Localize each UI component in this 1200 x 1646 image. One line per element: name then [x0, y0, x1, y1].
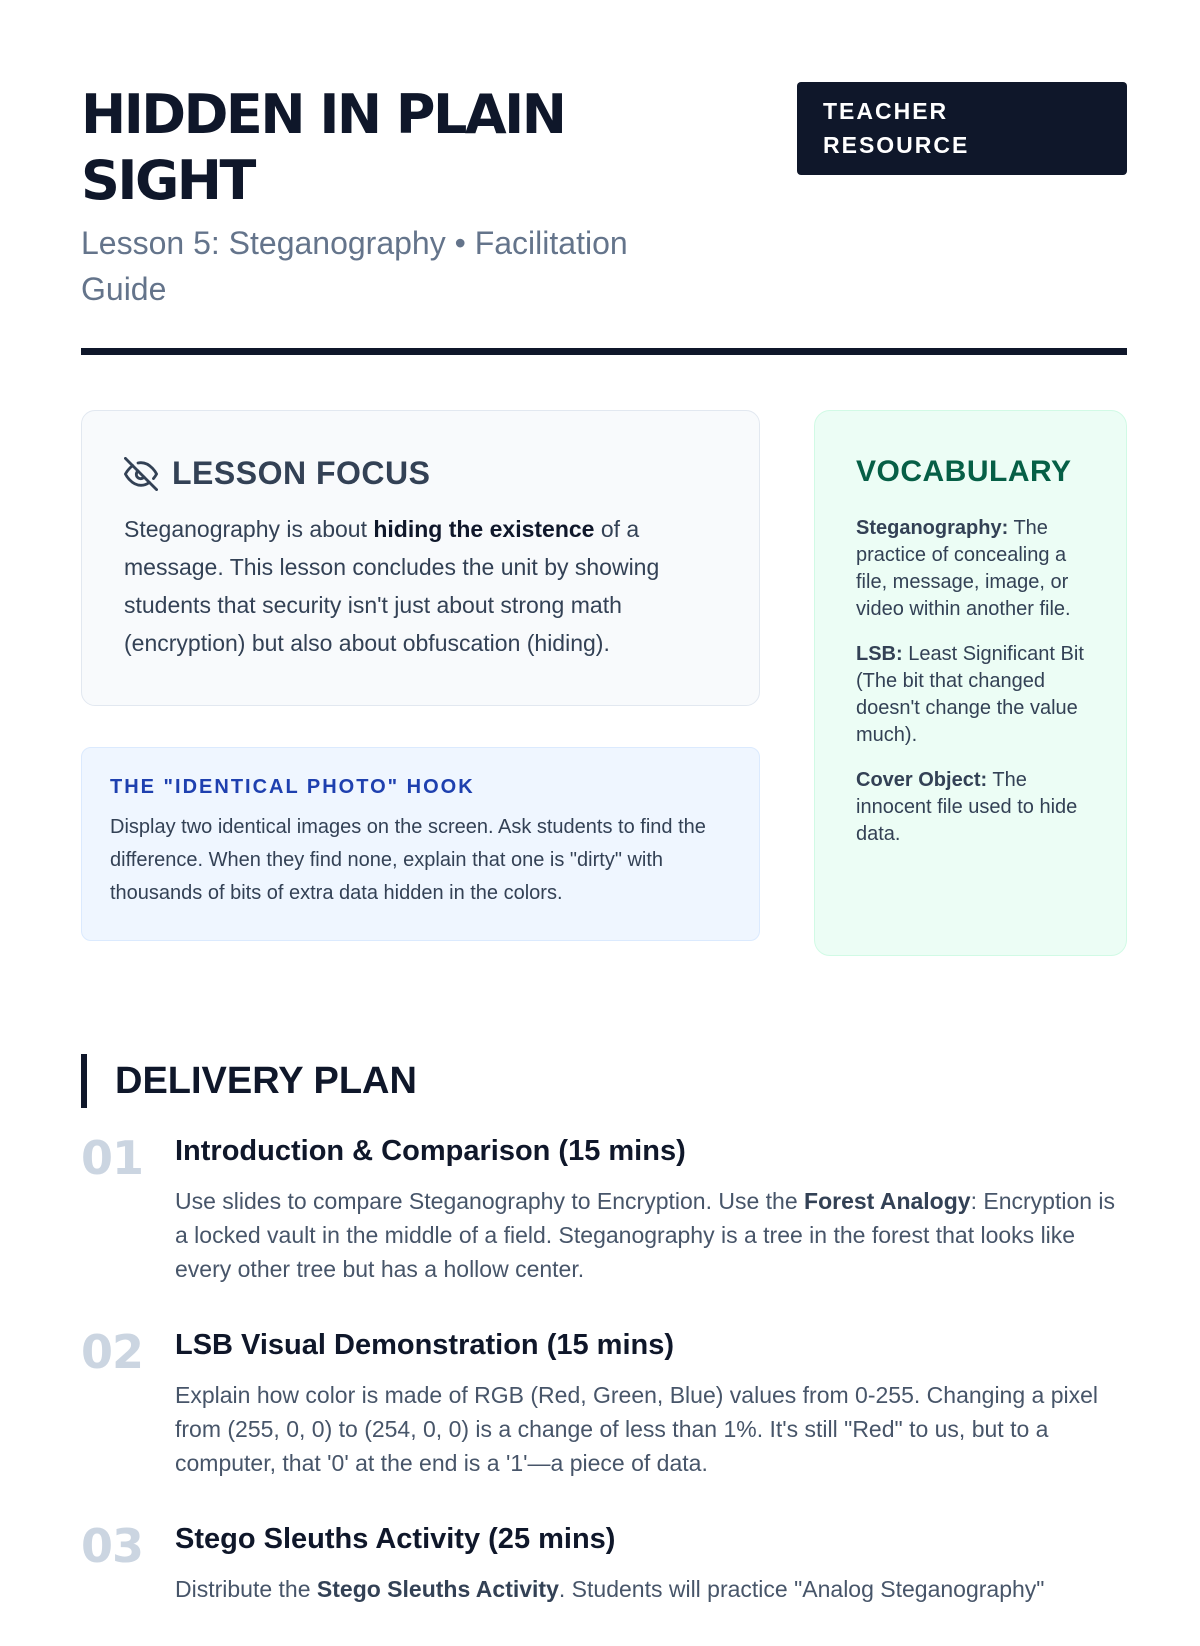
vocabulary-term: Cover Object:	[856, 769, 988, 791]
vocabulary-term: LSB:	[856, 643, 903, 665]
step-number: 03	[81, 1519, 144, 1573]
header	[81, 82, 1127, 312]
step-text: Explain how color is made of RGB (Red, Green, Blue) values from 0-255. Changing a pixel from (255, 0, 0) to (254, 0, 0) is a change of less than 1%. It's still "Red" to us, but to a computer, that '0' at the end is a '1'—a piece of data.	[175, 1382, 1099, 1476]
emphasis: hiding the existence	[373, 516, 595, 542]
step-text: Distribute the Stego Sleuths Activity. Students will practice "Analog Steganography"	[175, 1576, 1045, 1602]
step-title: Introduction & Comparison (15 mins)	[175, 1135, 686, 1167]
step-number: 02	[81, 1325, 144, 1379]
vocabulary-item	[856, 641, 1096, 749]
step-text: Use slides to compare Steganography to Encryption. Use the Forest Analogy: Encryption is a locked vault in the middle of a field. Steganography is a tree in the forest that looks like every other tree but has a hollow center.	[175, 1188, 1116, 1282]
delivery-steps	[81, 1132, 1127, 1646]
vocabulary-definition: The practice of concealing a file, message, image, or video within another file.	[856, 517, 1071, 620]
vocabulary-definition: The innocent file used to hide data.	[856, 769, 1078, 845]
plan-step	[81, 1520, 1127, 1606]
teacher-resource-badge: TEACHER RESOURCE	[797, 82, 1127, 175]
step-title: Stego Sleuths Activity (25 mins)	[175, 1523, 616, 1555]
lesson-focus-heading	[124, 455, 719, 492]
hook-title: THE "IDENTICAL PHOTO" HOOK	[110, 776, 475, 798]
plan-step	[81, 1132, 1127, 1286]
step-number: 01	[81, 1131, 144, 1185]
vocabulary-term: Steganography:	[856, 517, 1009, 539]
vocabulary-card	[814, 410, 1127, 956]
lesson-focus-card	[81, 410, 760, 706]
header-divider	[81, 348, 1127, 355]
hook-card	[81, 747, 760, 941]
lesson-focus-text: Steganography is about hiding the existence of a message. This lesson concludes the unit by showing students that security isn't just about strong math (encryption) but also about obfuscation (hiding).	[124, 516, 660, 656]
plan-step	[81, 1326, 1127, 1480]
vocabulary-item	[856, 767, 1096, 848]
delivery-plan-heading: DELIVERY PLAN	[81, 1054, 417, 1108]
vocabulary-title: VOCABULARY	[856, 455, 1072, 488]
page-subtitle: Lesson 5: Steganography • Facilitation Guide	[81, 225, 628, 307]
eye-off-icon	[124, 457, 158, 491]
hook-text: Display two identical images on the screen. Ask students to find the difference. When they find none, explain that one is "dirty" with thousands of bits of extra data hidden in the colors.	[110, 816, 706, 904]
page-title: HIDDEN IN PLAIN SIGHT	[81, 83, 565, 212]
step-title: LSB Visual Demonstration (15 mins)	[175, 1329, 675, 1361]
emphasis: Stego Sleuths Activity	[316, 1576, 559, 1602]
vocabulary-item	[856, 515, 1096, 623]
emphasis: Forest Analogy	[804, 1188, 971, 1214]
lesson-focus-title: LESSON FOCUS	[172, 455, 431, 491]
vocabulary-definition: Least Significant Bit (The bit that changed doesn't change the value much).	[856, 643, 1084, 746]
